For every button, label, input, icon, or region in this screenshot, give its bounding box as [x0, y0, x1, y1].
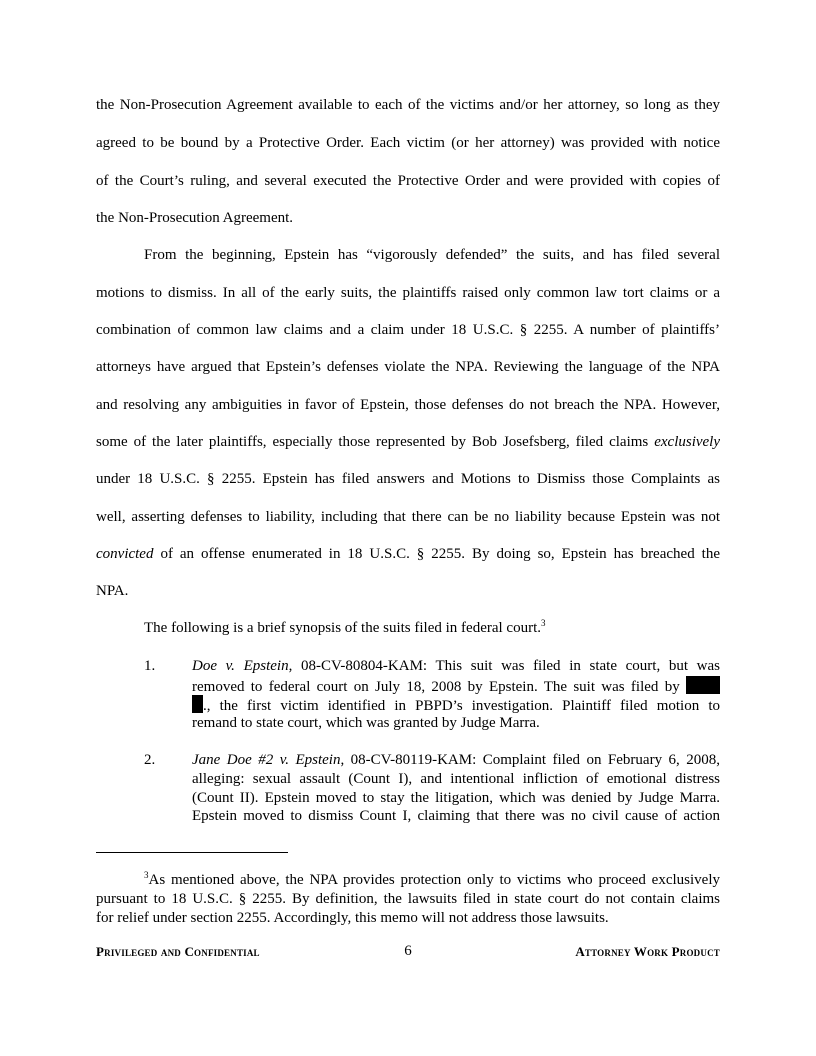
- list-item-text: , 08-CV-80119-KAM: Complaint filed on February 6, 2008,: [340, 752, 721, 768]
- body-line: From the beginning, Epstein has “vigorously defended” the suits, and has filed several: [144, 247, 720, 263]
- body-line: under 18 U.S.C. § 2255. Epstein has filed answers and Motions to Dismiss those Complaints as: [96, 471, 720, 487]
- body-text: The following is a brief synopsis of the suits filed in federal court.: [144, 620, 541, 636]
- list-item-number: 1.: [144, 658, 156, 674]
- footnote-divider: [96, 852, 288, 853]
- footnote-marker: 3: [144, 870, 149, 880]
- list-item-line: (Count II). Epstein moved to stay the litigation, which was denied by Judge Marra.: [192, 790, 720, 806]
- body-text: of an offense enumerated in 18 U.S.C. § 2255. By doing so, Epstein has breached the: [160, 546, 720, 562]
- case-name: Jane Doe #2 v. Epstein: [192, 752, 341, 768]
- redaction-block: [686, 676, 720, 694]
- list-item-line: remand to state court, which was granted by Judge Marra.: [192, 715, 540, 731]
- body-line: the Non-Prosecution Agreement.: [96, 210, 294, 226]
- footnote-text: As mentioned above, the NPA provides protection only to victims who proceed exclusively: [148, 872, 720, 888]
- list-item-line: [192, 676, 720, 696]
- emphasis-text: exclusively: [654, 434, 721, 450]
- list-item-text: , 08-CV-80804-KAM: This suit was filed in state court, but was: [288, 658, 720, 674]
- footnote-line: [144, 871, 720, 889]
- footnote-reference: 3: [541, 618, 546, 628]
- body-line: NPA.: [96, 583, 129, 599]
- body-line: combination of common law claims and a claim under 18 U.S.C. § 2255. A number of plaintiffs’: [96, 322, 720, 338]
- body-line: [144, 619, 546, 637]
- list-item-text: removed to federal court on July 18, 2008 by Epstein. The suit was filed by: [192, 679, 680, 695]
- footer-privileged-label: Privileged and Confidential: [96, 944, 260, 959]
- footnote-line: for relief under section 2255. Accordingly, this memo will not address those lawsuits.: [96, 910, 609, 926]
- list-item-number: 2.: [144, 752, 156, 768]
- footnote-line: pursuant to 18 U.S.C. § 2255. By definition, the lawsuits filed in state court do not contain claims: [96, 891, 720, 907]
- list-item-line: [192, 695, 720, 715]
- body-line: motions to dismiss. In all of the early suits, the plaintiffs raised only common law tort claims or a: [96, 285, 720, 301]
- redaction-block: [192, 695, 203, 713]
- body-line: [96, 545, 720, 563]
- list-item-line: Epstein moved to dismiss Count I, claiming that there was no civil cause of action: [192, 808, 720, 824]
- emphasis-text: convicted: [96, 546, 154, 562]
- list-item-line: [192, 751, 720, 769]
- body-line: [96, 433, 720, 451]
- list-item-text: ., the first victim identified in PBPD’s investigation. Plaintiff filed motion to: [203, 698, 720, 714]
- body-line: the Non-Prosecution Agreement available to each of the victims and/or her attorney, so long as they: [96, 97, 720, 113]
- body-line: well, asserting defenses to liability, including that there can be no liability because Epstein was not: [96, 509, 720, 525]
- list-item-line: alleging: sexual assault (Count I), and intentional infliction of emotional distress: [192, 771, 720, 787]
- footer-work-product-label: Attorney Work Product: [575, 944, 720, 959]
- body-line: agreed to be bound by a Protective Order. Each victim (or her attorney) was provided with notice: [96, 135, 720, 151]
- list-item-line: [192, 657, 720, 675]
- case-name: Doe v. Epstein: [192, 658, 289, 674]
- body-line: attorneys have argued that Epstein’s defenses violate the NPA. Reviewing the language of the NPA: [96, 359, 720, 375]
- body-line: of the Court’s ruling, and several executed the Protective Order and were provided with copies of: [96, 173, 720, 189]
- page-number: 6: [404, 943, 412, 959]
- body-line: and resolving any ambiguities in favor of Epstein, those defenses do not breach the NPA. However,: [96, 397, 720, 413]
- body-text: some of the later plaintiffs, especially those represented by Bob Josefsberg, filed claims: [96, 434, 649, 450]
